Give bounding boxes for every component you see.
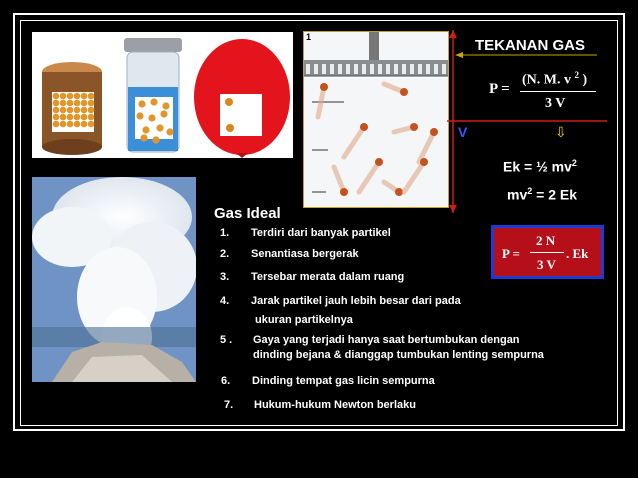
particle-dot <box>53 93 60 100</box>
particle-dot <box>152 136 159 143</box>
particle-dot <box>160 110 167 117</box>
particle-dot <box>60 100 67 107</box>
particle-dot <box>420 158 428 166</box>
particle-dot <box>410 123 418 131</box>
particle-dot <box>136 112 143 119</box>
particle-dot <box>60 93 67 100</box>
gas-ideal-title: Gas Ideal <box>214 205 281 222</box>
boxed-suffix: . Ek <box>566 246 589 261</box>
particle-dot <box>156 124 163 131</box>
pressure-heading: TEKANAN GAS <box>475 37 586 54</box>
list-item-text: Jarak partikel jauh lebih besar dari pada <box>251 295 461 307</box>
list-item-number: 2. <box>220 248 230 260</box>
particle-dot <box>340 188 348 196</box>
particle-dot <box>60 114 67 121</box>
list-item-text: Terdiri dari banyak partikel <box>251 227 391 239</box>
mv-rest-text: = 2 Ek <box>532 186 578 203</box>
pressure-formula-denominator: 3 V <box>545 96 566 111</box>
particle-dot <box>53 107 60 114</box>
states-of-matter-illustration <box>32 32 293 158</box>
particle-dot <box>74 121 81 128</box>
particle-dot <box>430 128 438 136</box>
particle-dot <box>60 107 67 114</box>
particle-dot <box>67 121 74 128</box>
particle-dot <box>375 158 383 166</box>
numerator-exponent: 2 <box>574 70 579 80</box>
particle-dot <box>81 121 88 128</box>
particle-dot <box>148 114 155 121</box>
list-item-number: 6. <box>221 375 231 387</box>
list-item-number: 3. <box>220 271 230 283</box>
particle-dot <box>320 83 328 91</box>
particle-dot <box>81 114 88 121</box>
particle-dot <box>53 114 60 121</box>
piston-number-label: 1 <box>306 32 312 42</box>
particle-dot <box>81 107 88 114</box>
particle-dot <box>74 114 81 121</box>
particle-dot <box>81 93 88 100</box>
list-item-text: Gaya yang terjadi hanya saat bertumbukan dengan <box>253 334 520 346</box>
particle-dot <box>53 100 60 107</box>
list-item-text: Senantiasa bergerak <box>251 248 359 260</box>
numerator-text: (N. M. v <box>522 72 571 88</box>
list-item-text-continued: dinding bejana & dianggap tumbukan lenting sempurna <box>253 349 544 361</box>
mv-text: mv <box>507 186 528 203</box>
particle-dot <box>88 93 95 100</box>
particle-dot <box>67 93 74 100</box>
states-of-matter-drawing <box>32 32 293 158</box>
list-item-number: 7. <box>224 399 234 411</box>
list-item-number: 1. <box>220 227 230 239</box>
particle-dot <box>53 121 60 128</box>
mv-squared-formula <box>507 186 577 203</box>
boxed-p-equals: P = <box>502 246 520 261</box>
particle-dot <box>150 98 157 105</box>
boxed-denominator: 3 V <box>537 257 556 272</box>
particle-dot <box>81 100 88 107</box>
particle-dot <box>88 114 95 121</box>
particle-dot <box>88 107 95 114</box>
jar-with-water-image <box>124 38 182 152</box>
ek-exponent: 2 <box>571 158 577 168</box>
mv-exponent: 2 <box>527 186 533 196</box>
particle-dot <box>140 134 147 141</box>
kinetic-energy-formula <box>503 158 577 175</box>
numerator-close: ) <box>582 72 588 88</box>
gas-cylinder-piston-image <box>303 31 449 208</box>
pressure-formula-numerator <box>522 70 587 89</box>
list-item-number: 4. <box>220 295 230 307</box>
particle-dot <box>138 100 145 107</box>
particle-dot <box>60 121 67 128</box>
balloon-image <box>194 39 290 158</box>
particle-dot <box>88 121 95 128</box>
list-item-text: Dinding tempat gas licin sempurna <box>252 375 435 387</box>
particle-dot <box>67 100 74 107</box>
particle-dot <box>74 93 81 100</box>
particle-dot <box>74 107 81 114</box>
geyser-steam-image <box>32 177 196 382</box>
list-item-text: Hukum-hukum Newton berlaku <box>254 399 416 411</box>
particle-dot <box>142 126 149 133</box>
boxed-numerator: 2 N <box>536 233 556 248</box>
particle-dot <box>67 107 74 114</box>
particle-dot <box>360 123 368 131</box>
particle-dot <box>74 100 81 107</box>
particle-dot <box>67 114 74 121</box>
boxed-pressure-formula <box>491 225 604 279</box>
velocity-label: V <box>458 124 468 140</box>
list-item-text-continued: ukuran partikelnya <box>255 314 353 326</box>
pressure-formula-p-equals: P = <box>489 81 510 97</box>
boxed-fraction-bar <box>530 252 564 253</box>
particle-dot <box>88 100 95 107</box>
particle-dot <box>166 128 173 135</box>
particle-dot <box>400 88 408 96</box>
list-item-text: Tersebar merata dalam ruang <box>251 271 405 283</box>
particle-dot <box>162 102 169 109</box>
pressure-formula-fraction-bar <box>520 91 596 92</box>
ek-main-text: Ek = ½ mv <box>503 158 572 175</box>
list-item-number: 5 . <box>220 334 233 346</box>
down-arrow-icon: ⇩ <box>555 124 567 140</box>
